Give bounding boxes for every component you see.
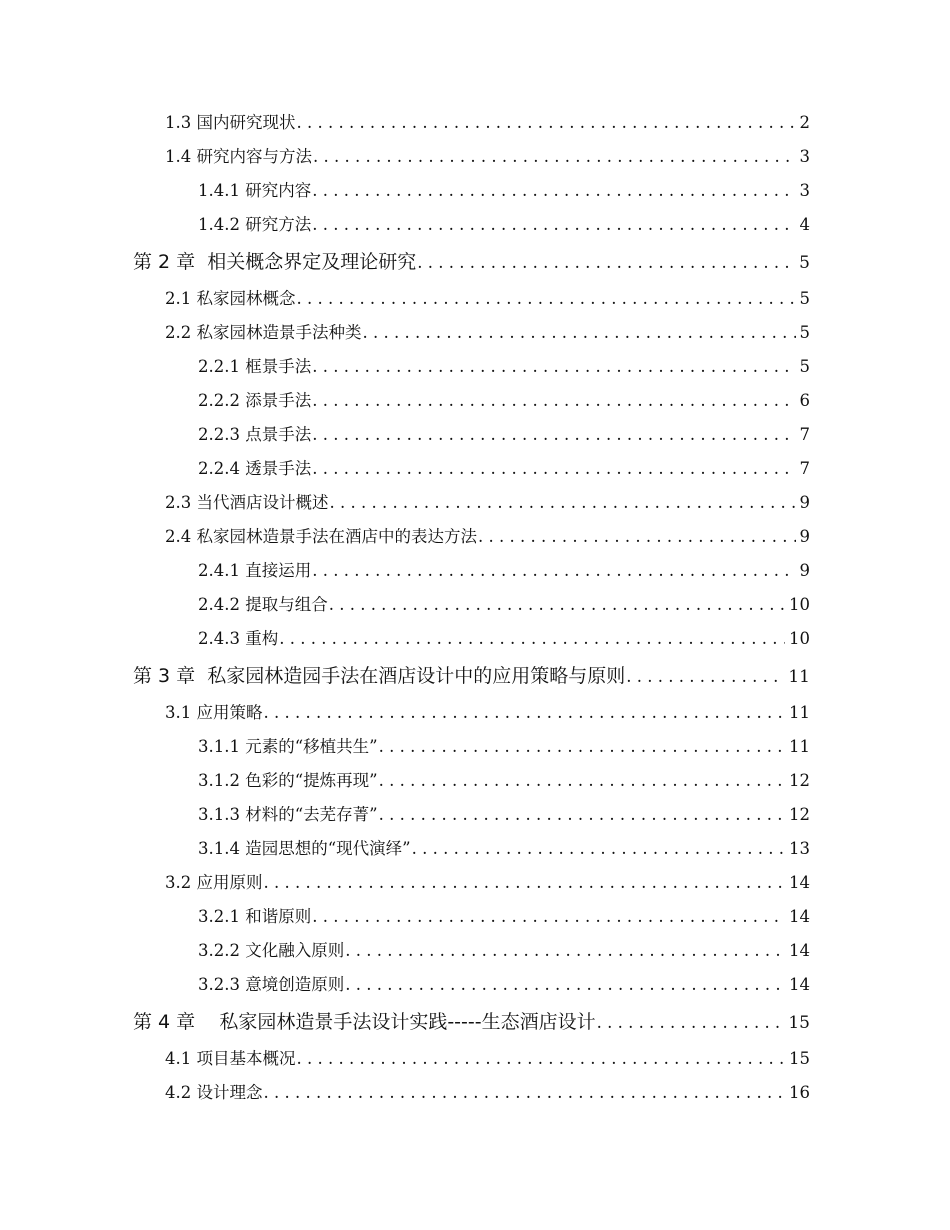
toc-entry-title: 项目基本概况 bbox=[196, 1049, 296, 1068]
toc-entry[interactable] bbox=[0, 866, 810, 900]
toc-entry-page-number: 16 bbox=[789, 1083, 810, 1102]
toc-entry-number: 3.1 bbox=[165, 703, 197, 722]
toc-entry-number: 2.4 bbox=[165, 527, 197, 546]
toc-entry[interactable] bbox=[0, 316, 810, 350]
toc-entry[interactable] bbox=[0, 452, 810, 486]
toc-entry[interactable] bbox=[0, 730, 810, 764]
toc-entry-number: 2.2.2 bbox=[198, 391, 246, 410]
toc-entry-page-number: 14 bbox=[789, 941, 810, 960]
toc-entry[interactable] bbox=[0, 140, 810, 174]
toc-entry-number: 3.1.2 bbox=[198, 771, 246, 790]
toc-entry[interactable] bbox=[0, 486, 810, 520]
dot-leader bbox=[478, 520, 796, 554]
toc-entry[interactable] bbox=[0, 418, 810, 452]
dot-leader bbox=[417, 243, 795, 283]
toc-entry-page-number: 5 bbox=[799, 253, 810, 273]
toc-entry-page-number: 9 bbox=[799, 561, 810, 580]
toc-entry-title: 透景手法 bbox=[245, 459, 312, 478]
dot-leader bbox=[264, 696, 786, 730]
toc-entry[interactable] bbox=[0, 622, 810, 656]
dot-leader bbox=[345, 968, 785, 1002]
toc-entry-title: 文化融入原则 bbox=[245, 941, 345, 960]
toc-entry[interactable] bbox=[0, 520, 810, 554]
toc-entry-number: 2.2.3 bbox=[198, 425, 246, 444]
dot-leader bbox=[297, 1042, 786, 1076]
toc-entry-title: 应用策略 bbox=[196, 703, 263, 722]
toc-entry[interactable] bbox=[0, 554, 810, 588]
toc-entry-number: 3.2.2 bbox=[198, 941, 246, 960]
table-of-contents bbox=[0, 106, 950, 1110]
dot-leader bbox=[379, 730, 785, 764]
dot-leader bbox=[312, 452, 795, 486]
toc-entry[interactable] bbox=[0, 934, 810, 968]
toc-entry[interactable] bbox=[0, 1076, 810, 1110]
toc-entry-number: 3.1.3 bbox=[198, 805, 246, 824]
toc-entry[interactable] bbox=[0, 208, 810, 242]
toc-entry-title: 当代酒店设计概述 bbox=[196, 493, 329, 512]
toc-entry-page-number: 3 bbox=[799, 147, 810, 166]
dot-leader bbox=[330, 486, 796, 520]
dot-leader bbox=[312, 208, 795, 242]
toc-entry-number: 1.4 bbox=[165, 147, 197, 166]
toc-entry-page-number: 9 bbox=[799, 527, 810, 546]
toc-entry-page-number: 10 bbox=[789, 629, 810, 648]
toc-entry-page-number: 10 bbox=[789, 595, 810, 614]
toc-entry-number: 1.3 bbox=[165, 113, 197, 132]
toc-entry-page-number: 2 bbox=[799, 113, 810, 132]
toc-entry-page-number: 7 bbox=[799, 459, 810, 478]
toc-entry-page-number: 7 bbox=[799, 425, 810, 444]
toc-entry-number: 2.3 bbox=[165, 493, 197, 512]
toc-entry-title: 色彩的“提炼再现” bbox=[245, 771, 378, 790]
dot-leader bbox=[312, 350, 795, 384]
toc-chapter-entry[interactable] bbox=[0, 656, 810, 696]
dot-leader bbox=[264, 866, 786, 900]
toc-entry[interactable] bbox=[0, 764, 810, 798]
toc-entry[interactable] bbox=[0, 968, 810, 1002]
toc-entry-number: 4.2 bbox=[165, 1083, 197, 1102]
toc-entry[interactable] bbox=[0, 106, 810, 140]
dot-leader bbox=[297, 282, 796, 316]
toc-entry-number: 3.2 bbox=[165, 873, 197, 892]
dot-leader bbox=[312, 174, 795, 208]
toc-entry-page-number: 14 bbox=[789, 975, 810, 994]
toc-entry-page-number: 12 bbox=[789, 805, 810, 824]
toc-entry-title: 相关概念界定及理论研究 bbox=[207, 251, 417, 273]
toc-entry-title: 提取与组合 bbox=[245, 595, 328, 614]
toc-entry-page-number: 15 bbox=[788, 1013, 810, 1033]
toc-entry-page-number: 11 bbox=[789, 703, 810, 722]
toc-entry[interactable] bbox=[0, 350, 810, 384]
toc-entry-number: 1.4.2 bbox=[198, 215, 246, 234]
dot-leader bbox=[379, 798, 785, 832]
toc-entry-title: 框景手法 bbox=[245, 357, 312, 376]
toc-entry-title: 私家园林概念 bbox=[196, 289, 296, 308]
toc-entry-page-number: 11 bbox=[788, 667, 810, 687]
toc-entry-number: 3.1.4 bbox=[198, 839, 246, 858]
toc-entry[interactable] bbox=[0, 588, 810, 622]
toc-entry-page-number: 12 bbox=[789, 771, 810, 790]
toc-entry-title: 私家园林造景手法在酒店中的表达方法 bbox=[196, 527, 477, 546]
toc-entry-page-number: 15 bbox=[789, 1049, 810, 1068]
toc-entry-page-number: 14 bbox=[789, 873, 810, 892]
dot-leader bbox=[312, 384, 795, 418]
toc-entry[interactable] bbox=[0, 384, 810, 418]
toc-chapter-entry[interactable] bbox=[0, 1002, 810, 1042]
dot-leader bbox=[363, 316, 796, 350]
toc-entry-number: 第 3 章 bbox=[133, 665, 208, 687]
toc-entry-page-number: 5 bbox=[799, 323, 810, 342]
toc-entry-title: 添景手法 bbox=[245, 391, 312, 410]
toc-entry-number: 4.1 bbox=[165, 1049, 197, 1068]
dot-leader bbox=[313, 140, 796, 174]
dot-leader bbox=[264, 1076, 786, 1110]
dot-leader bbox=[626, 657, 784, 697]
toc-entry-title: 私家园林造景手法种类 bbox=[196, 323, 362, 342]
toc-entry-number: 2.2 bbox=[165, 323, 197, 342]
toc-entry-number: 2.4.1 bbox=[198, 561, 246, 580]
toc-entry[interactable] bbox=[0, 282, 810, 316]
toc-entry-title: 造园思想的“现代演绎” bbox=[245, 839, 411, 858]
toc-entry-page-number: 6 bbox=[799, 391, 810, 410]
toc-entry-number: 2.4.2 bbox=[198, 595, 246, 614]
dot-leader bbox=[329, 588, 785, 622]
dot-leader bbox=[379, 764, 785, 798]
toc-entry-number: 1.4.1 bbox=[198, 181, 246, 200]
toc-entry[interactable] bbox=[0, 174, 810, 208]
toc-entry-title: 应用原则 bbox=[196, 873, 263, 892]
toc-entry-title: 和谐原则 bbox=[245, 907, 312, 926]
toc-entry-page-number: 4 bbox=[799, 215, 810, 234]
dot-leader bbox=[312, 900, 785, 934]
toc-entry-number: 3.1.1 bbox=[198, 737, 246, 756]
toc-entry-title: 研究方法 bbox=[245, 215, 312, 234]
toc-entry[interactable] bbox=[0, 798, 810, 832]
toc-entry-title: 私家园林造景手法设计实践-----生态酒店设计 bbox=[219, 1011, 596, 1033]
toc-entry-title: 研究内容与方法 bbox=[196, 147, 312, 166]
toc-entry[interactable] bbox=[0, 900, 810, 934]
toc-entry[interactable] bbox=[0, 832, 810, 866]
toc-entry-number: 第 4 章 bbox=[133, 1011, 220, 1033]
toc-entry-page-number: 11 bbox=[789, 737, 810, 756]
toc-entry[interactable] bbox=[0, 696, 810, 730]
dot-leader bbox=[312, 554, 795, 588]
dot-leader bbox=[597, 1003, 785, 1043]
toc-entry-number: 第 2 章 bbox=[133, 251, 208, 273]
toc-entry-number: 3.2.3 bbox=[198, 975, 246, 994]
toc-entry-number: 3.2.1 bbox=[198, 907, 246, 926]
toc-entry[interactable] bbox=[0, 1042, 810, 1076]
toc-entry-title: 直接运用 bbox=[245, 561, 312, 580]
toc-entry-number: 2.2.4 bbox=[198, 459, 246, 478]
toc-entry-page-number: 14 bbox=[789, 907, 810, 926]
toc-entry-number: 2.4.3 bbox=[198, 629, 246, 648]
dot-leader bbox=[297, 106, 796, 140]
toc-entry-title: 意境创造原则 bbox=[245, 975, 345, 994]
toc-entry-title: 重构 bbox=[245, 629, 279, 648]
toc-entry-number: 2.2.1 bbox=[198, 357, 246, 376]
dot-leader bbox=[312, 418, 795, 452]
toc-entry-title: 材料的“去芜存菁” bbox=[245, 805, 378, 824]
toc-entry-title: 国内研究现状 bbox=[196, 113, 296, 132]
toc-entry-title: 元素的“移植共生” bbox=[245, 737, 378, 756]
toc-entry-title: 私家园林造园手法在酒店设计中的应用策略与原则 bbox=[207, 665, 626, 687]
dot-leader bbox=[412, 832, 785, 866]
dot-leader bbox=[279, 622, 785, 656]
toc-entry-page-number: 9 bbox=[799, 493, 810, 512]
toc-entry-page-number: 3 bbox=[799, 181, 810, 200]
toc-entry-title: 点景手法 bbox=[245, 425, 312, 444]
toc-entry-page-number: 5 bbox=[799, 357, 810, 376]
toc-entry-title: 研究内容 bbox=[245, 181, 312, 200]
toc-entry-page-number: 5 bbox=[799, 289, 810, 308]
toc-chapter-entry[interactable] bbox=[0, 242, 810, 282]
toc-entry-number: 2.1 bbox=[165, 289, 197, 308]
toc-entry-title: 设计理念 bbox=[196, 1083, 263, 1102]
toc-entry-page-number: 13 bbox=[789, 839, 810, 858]
dot-leader bbox=[345, 934, 785, 968]
